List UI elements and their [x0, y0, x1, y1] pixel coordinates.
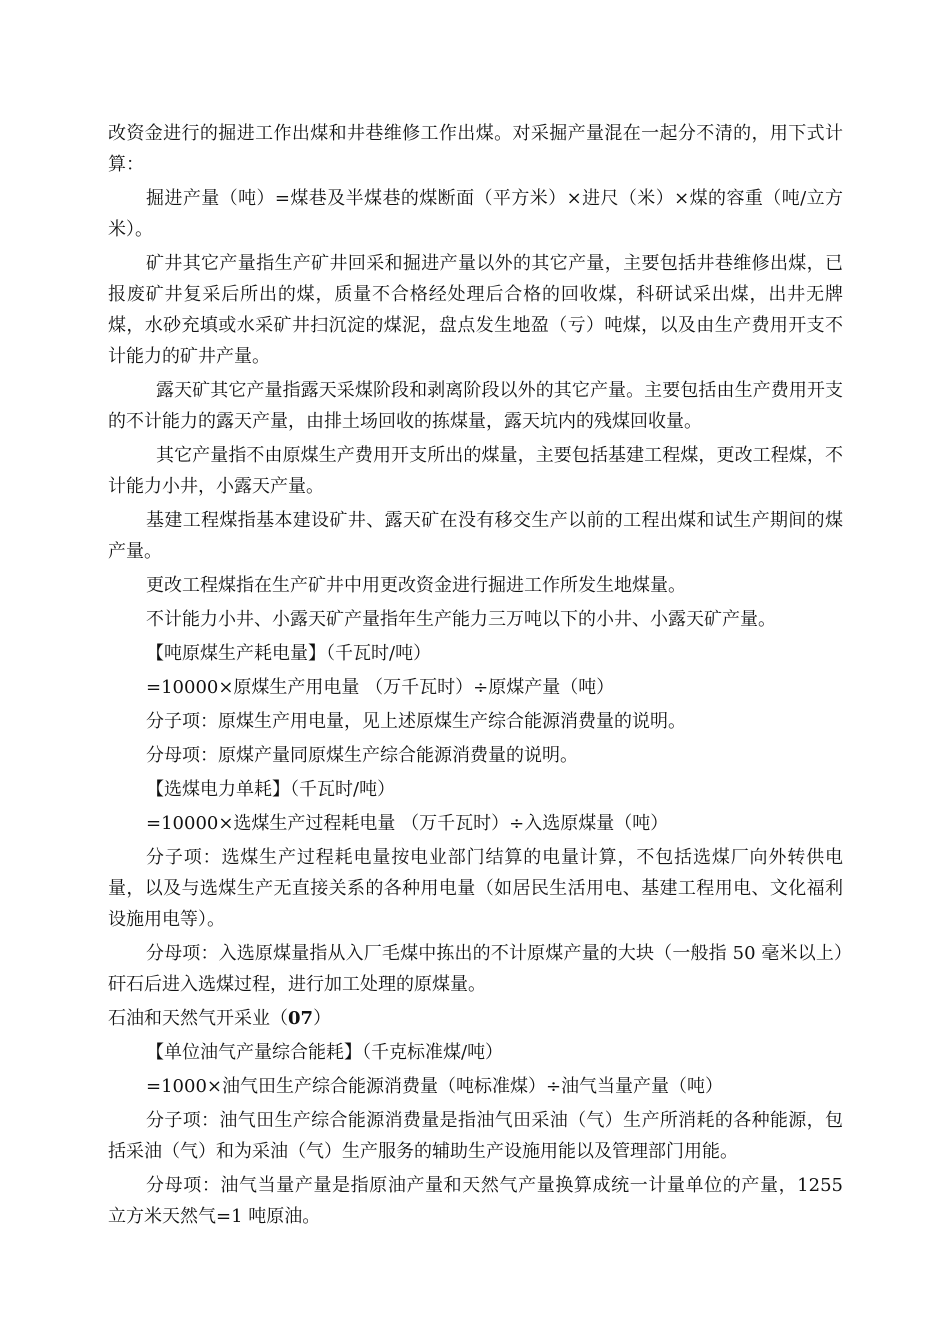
formula-title-1: 【吨原煤生产耗电量】（千瓦时/吨） [146, 643, 432, 664]
paragraph-2: 掘进产量（吨）=煤巷及半煤巷的煤断面（平方米）×进尺（米）×煤的容重（吨/立方米）。 [108, 188, 843, 240]
numerator-note-3: 分子项：油气田生产综合能源消费量是指油气田采油（气）生产所消耗的各种能源，包括采油（气）和为采油（气）生产服务的辅助生产设施用能以及管理部门用能。 [108, 1110, 843, 1162]
numerator-note-2: 分子项：选煤生产过程耗电量按电业部门结算的电量计算，不包括选煤厂向外转供电量，以及与选煤生产无直接关系的各种用电量（如居民生活用电、基建工程用电、文化福利设施用电等）。 [108, 847, 843, 930]
paragraph-7: 更改工程煤指在生产矿井中用更改资金进行掘进工作所发生地煤量。 [146, 575, 686, 596]
paragraph-4: 露天矿其它产量指露天采煤阶段和剥离阶段以外的其它产量。主要包括由生产费用开支的不计能力的露天产量，由排土场回收的拣煤量，露天坑内的残煤回收量。 [108, 380, 843, 432]
paragraph-6: 基建工程煤指基本建设矿井、露天矿在没有移交生产以前的工程出煤和试生产期间的煤产量。 [108, 510, 843, 562]
denominator-note-1: 分母项：原煤产量同原煤生产综合能源消费量的说明。 [146, 745, 578, 766]
numerator-note-1: 分子项：原煤生产用电量，见上述原煤生产综合能源消费量的说明。 [146, 711, 686, 732]
paragraph-3: 矿井其它产量指生产矿井回采和掘进产量以外的其它产量，主要包括井巷维修出煤，已报废矿井复采后所出的煤，质量不合格经处理后合格的回收煤，科研试采出煤，出井无牌煤，水砂充填或水采矿井扫沉淀的煤泥，盘点发生地盈（亏）吨煤，以及由生产费用开支不计能力的矿井产量。 [108, 253, 843, 367]
formula-1: =10000×原煤生产用电量 （万千瓦时）÷原煤产量（吨） [146, 677, 615, 698]
formula-title-3: 【单位油气产量综合能耗】（千克标准煤/吨） [146, 1042, 504, 1063]
formula-3: =1000×油气田生产综合能源消费量（吨标准煤）÷油气当量产量（吨） [146, 1076, 724, 1097]
paragraph-1: 改资金进行的掘进工作出煤和井巷维修工作出煤。对采掘产量混在一起分不清的，用下式计算： [108, 123, 843, 175]
formula-2: =10000×选煤生产过程耗电量 （万千瓦时）÷入选原煤量（吨） [146, 813, 669, 834]
paragraph-8: 不计能力小井、小露天矿产量指年生产能力三万吨以下的小井、小露天矿产量。 [146, 609, 776, 630]
section-heading-text: 石油和天然气开采业（ [108, 1008, 288, 1029]
section-heading-code: 07 [288, 1008, 314, 1029]
denominator-note-2: 分母项：入选原煤量指从入厂毛煤中拣出的不计原煤产量的大块（一般指 50 毫米以上）矸石后进入选煤过程，进行加工处理的原煤量。 [108, 943, 843, 995]
document-page [108, 118, 843, 1235]
section-heading-close: ） [313, 1008, 332, 1029]
formula-title-2: 【选煤电力单耗】（千瓦时/吨） [146, 779, 396, 800]
paragraph-5: 其它产量指不由原煤生产费用开支所出的煤量，主要包括基建工程煤，更改工程煤，不计能力小井，小露天产量。 [108, 445, 843, 497]
section-heading [108, 1003, 843, 1034]
denominator-note-3: 分母项：油气当量产量是指原油产量和天然气产量换算成统一计量单位的产量，1255 立方米天然气=1 吨原油。 [108, 1175, 843, 1227]
